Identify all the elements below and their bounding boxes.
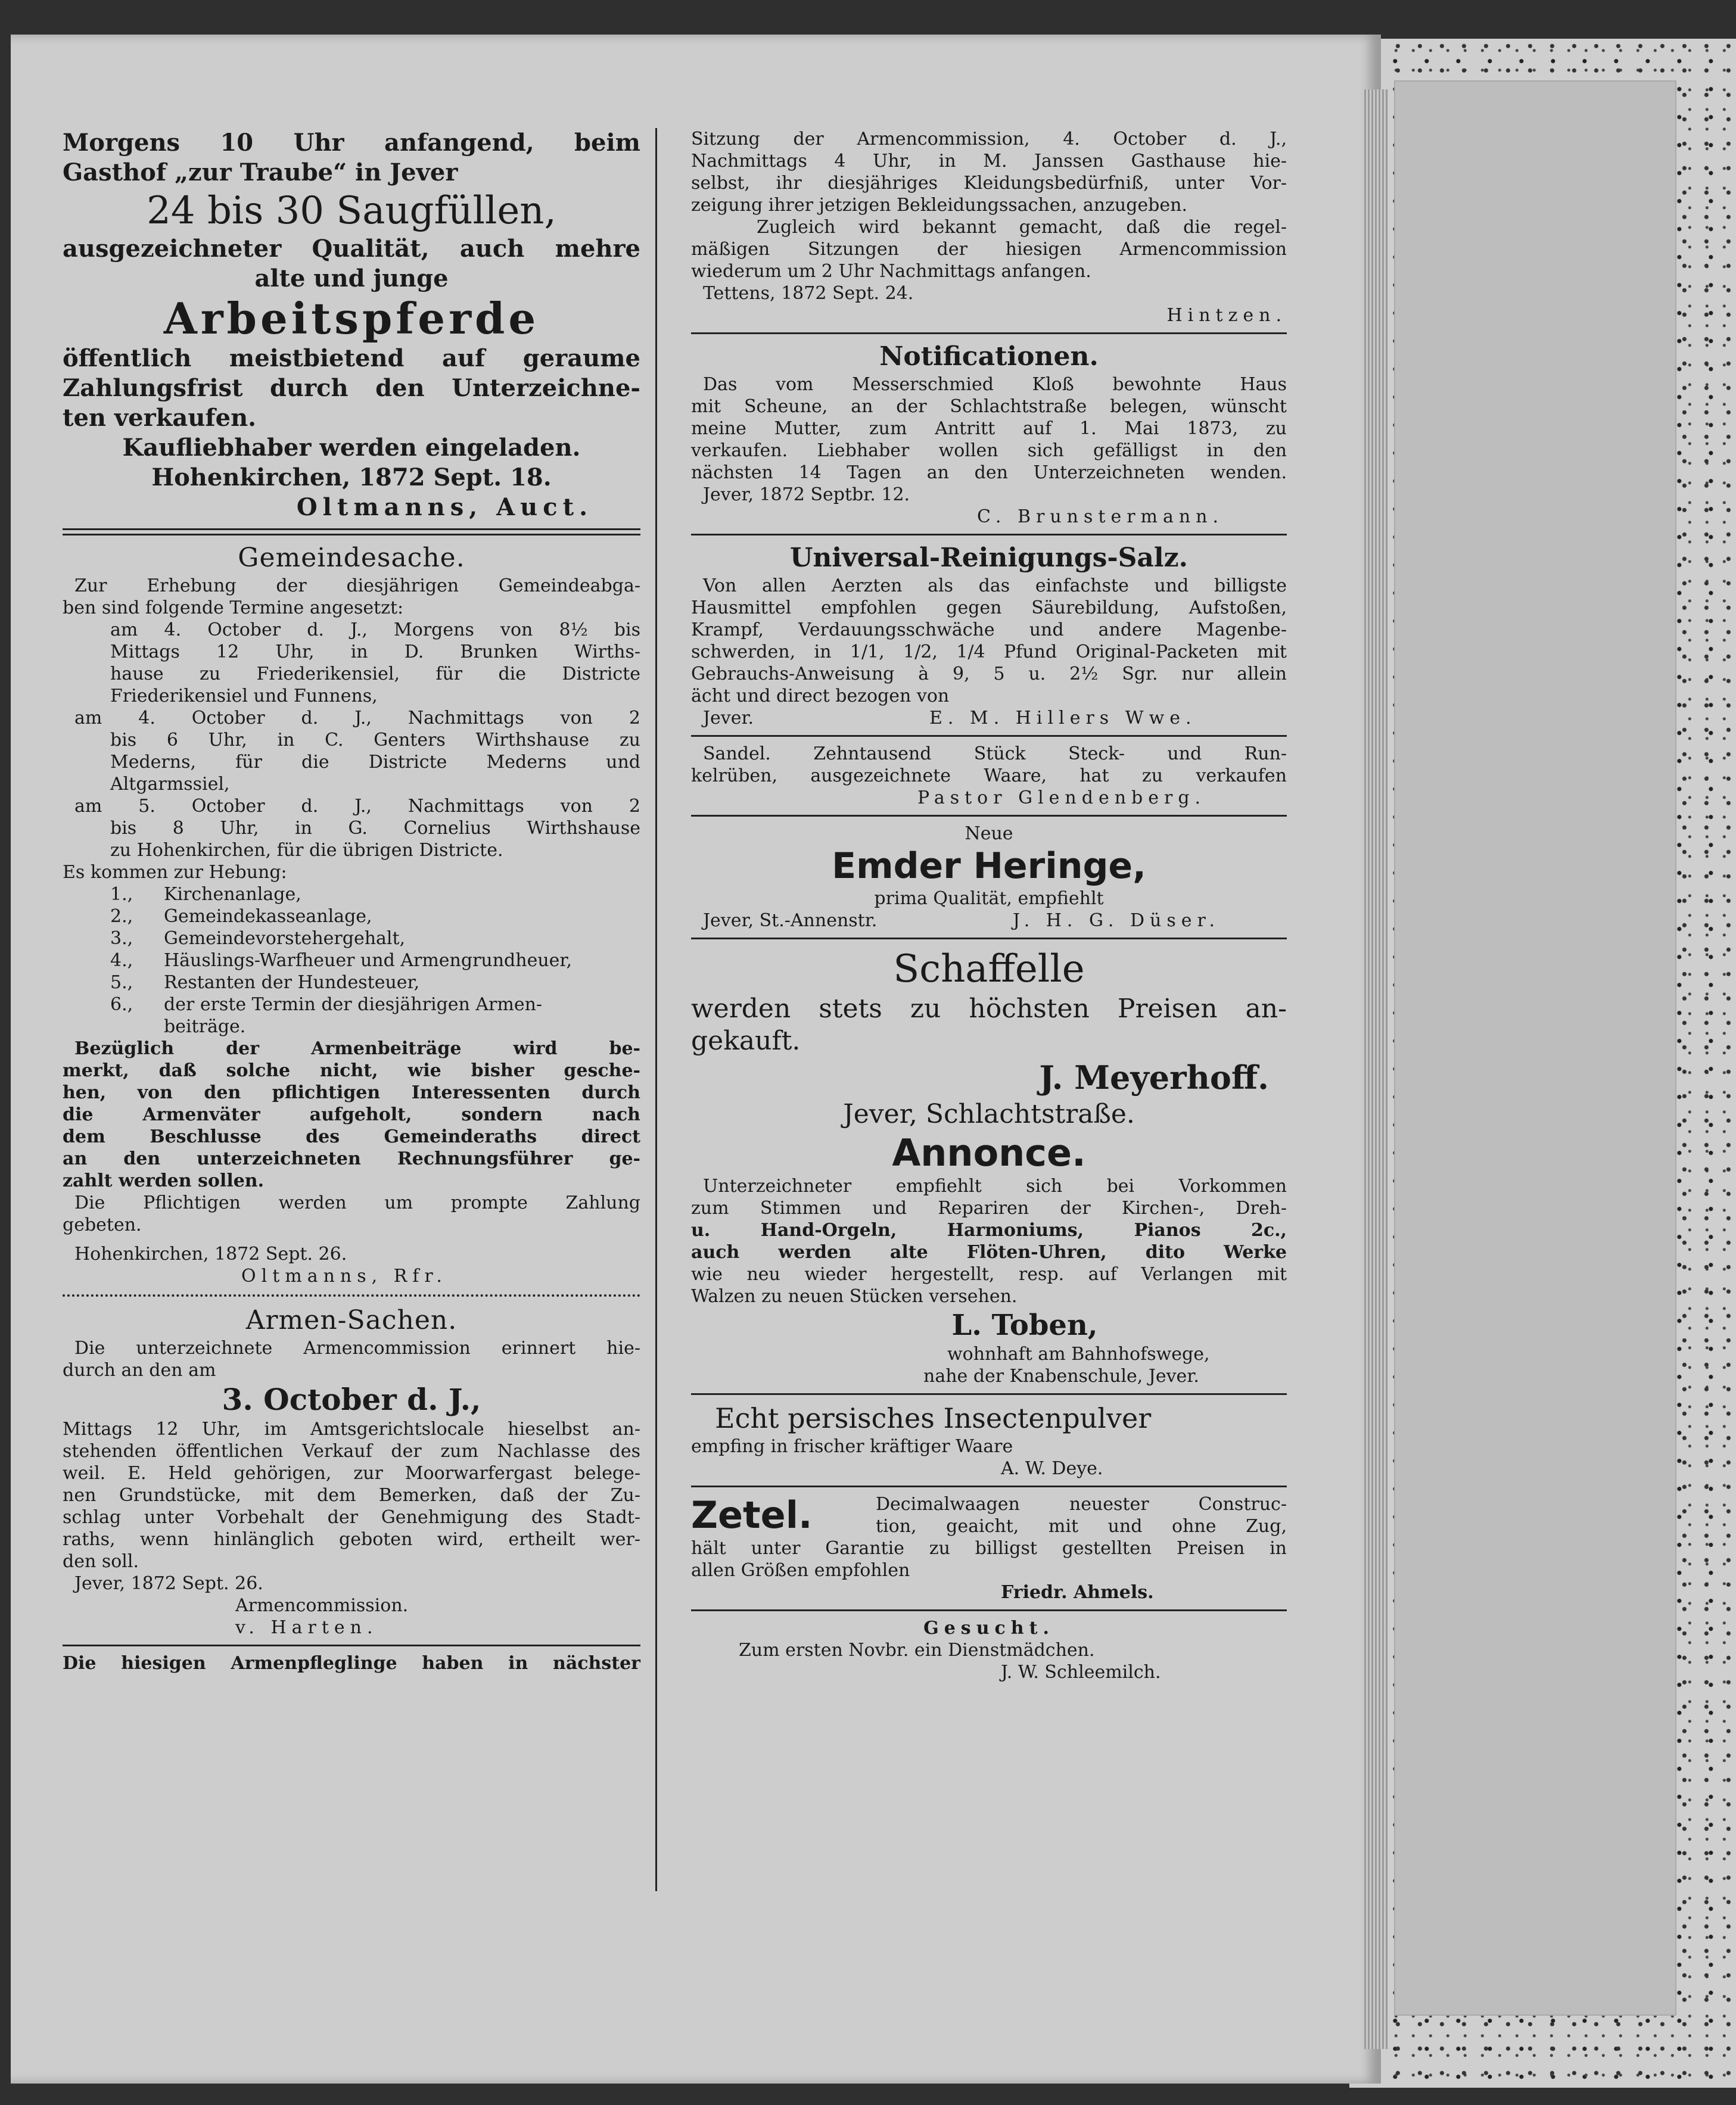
salz-ad bbox=[691, 541, 1287, 729]
text-line: Die unterzeichnete Armencommission erinnert hie- bbox=[74, 1338, 640, 1359]
section-title: Notificationen. bbox=[879, 341, 1099, 372]
text-line: meine Mutter, zum Antritt auf 1. Mai 1873, zu bbox=[691, 418, 1287, 439]
text-line: bis 8 Uhr, in G. Cornelius Wirthshause bbox=[110, 818, 640, 839]
list-text: Restanten der Hundesteuer, bbox=[164, 972, 420, 993]
right-column bbox=[691, 128, 1287, 1683]
section-rule bbox=[691, 332, 1287, 334]
list-item bbox=[63, 927, 640, 949]
section-title: Universal-Reinigungs-Salz. bbox=[790, 543, 1188, 573]
text-line: selbst, ihr diesjähriges Kleidungsbedürfniß, unter Vor- bbox=[691, 173, 1287, 194]
text-line: Mittags 12 Uhr, im Amtsgerichtslocale hieselbst an- bbox=[63, 1419, 640, 1440]
address: Jever, St.-Annenstr. bbox=[703, 910, 878, 931]
ad-headline: 24 bis 30 Saugfüllen, bbox=[147, 189, 556, 233]
list-text: Gemeindevorstehergehalt, bbox=[164, 928, 406, 949]
text-line bbox=[691, 910, 1287, 932]
text-line: den soll. bbox=[63, 1551, 139, 1572]
list-number: 2., bbox=[110, 906, 133, 927]
text-line: am 5. October d. J., Nachmittags von 2 bbox=[74, 796, 640, 817]
text-line: Hausmittel empfohlen gegen Säurebildung, Aufstoßen, bbox=[691, 597, 1287, 618]
text-line: Jever, 1872 Sept. 26. bbox=[74, 1573, 263, 1594]
list-text: der erste Termin der diesjährigen Armen- bbox=[164, 994, 543, 1015]
place: Jever. bbox=[703, 708, 754, 728]
text-line: ächt und direct bezogen von bbox=[691, 686, 950, 706]
list-item bbox=[63, 971, 640, 994]
section-rule bbox=[691, 815, 1287, 817]
signature: L. Toben, bbox=[951, 1309, 1098, 1342]
gemeinde-notice bbox=[63, 541, 640, 1287]
ad-line: Morgens 10 Uhr anfangend, beim bbox=[63, 129, 640, 157]
text-line: Es kommen zur Hebung: bbox=[63, 862, 287, 883]
text-line: Von allen Aerzten als das einfachste und billigste bbox=[703, 575, 1287, 596]
signature: E. M. Hillers Wwe. bbox=[929, 708, 1197, 728]
signature: A. W. Deye. bbox=[1001, 1458, 1103, 1479]
text-line: auch werden alte Flöten-Uhren, dito Werke bbox=[691, 1242, 1287, 1263]
list-text: Häuslings-Warfheuer und Armengrundheuer, bbox=[164, 950, 572, 971]
text-line: gekauft. bbox=[691, 1026, 801, 1056]
text-line: durch an den am bbox=[63, 1360, 216, 1381]
signature: Hintzen. bbox=[1166, 305, 1287, 326]
text-line: Walzen zu neuen Stücken versehen. bbox=[691, 1286, 1018, 1307]
ad-line: alte und junge bbox=[254, 264, 449, 292]
section-title: Armen-Sachen. bbox=[245, 1305, 458, 1335]
book-cover-panel bbox=[1394, 80, 1676, 2016]
ad-line: Kaufliebhaber werden eingeladen. bbox=[122, 434, 581, 462]
schaffelle-ad bbox=[691, 945, 1287, 1131]
text-line: Friederikensiel und Funnens, bbox=[110, 686, 378, 706]
text-line: kelrüben, ausgezeichnete Waare, hat zu verkaufen bbox=[691, 765, 1287, 786]
text-line: Krampf, Verdauungsschwäche und andere Magenbe- bbox=[691, 619, 1287, 640]
text-line: dem Beschlusse des Gemeinderaths direct bbox=[63, 1126, 640, 1147]
zetel-header bbox=[691, 1493, 1287, 1537]
text-line: Armencommission. bbox=[235, 1595, 409, 1616]
section-title: Gesucht. bbox=[923, 1618, 1054, 1639]
text-line: hen, von den pflichtigen Interessenten durch bbox=[63, 1082, 640, 1103]
text-line: merkt, daß solche nicht, wie bisher gesche- bbox=[63, 1060, 640, 1081]
section-rule bbox=[691, 1609, 1287, 1611]
signature: v. Harten. bbox=[235, 1617, 378, 1638]
section-title: Annonce. bbox=[892, 1131, 1086, 1175]
ad-display-title: Arbeitspferde bbox=[163, 293, 540, 344]
place-headline: Zetel. bbox=[691, 1493, 813, 1537]
signature: J. W. Schleemilch. bbox=[1001, 1662, 1161, 1683]
notification-notice bbox=[691, 340, 1287, 528]
text-line: stehenden öffentlichen Verkauf der zum Nachlasse des bbox=[63, 1441, 640, 1462]
text-line: werden stets zu höchsten Preisen an- bbox=[691, 994, 1287, 1024]
list-number: 3., bbox=[110, 928, 133, 949]
text-line: wie neu wieder hergestellt, resp. auf Verlangen mit bbox=[691, 1264, 1287, 1285]
signature: Oltmanns, Rfr. bbox=[241, 1266, 447, 1287]
gesucht-ad bbox=[691, 1617, 1287, 1683]
text-line: Gebrauchs-Anweisung à 9, 5 u. 2½ Sgr. nur allein bbox=[691, 664, 1287, 684]
list-number: 1., bbox=[110, 884, 133, 905]
text-line: u. Hand-Orgeln, Harmoniums, Pianos 2c., bbox=[691, 1220, 1287, 1241]
text-line: nen Grundstücke, mit dem Bemerken, daß der Zu- bbox=[63, 1485, 640, 1506]
list-item bbox=[63, 994, 640, 1016]
ad-headline: Schaffelle bbox=[893, 947, 1085, 991]
sitzung-notice bbox=[691, 128, 1287, 326]
text-line: Tettens, 1872 Sept. 24. bbox=[703, 283, 914, 304]
text-line: prima Qualität, empfiehlt bbox=[874, 888, 1104, 909]
text-line bbox=[691, 707, 1287, 729]
annonce-ad bbox=[691, 1131, 1287, 1387]
text-line: gebeten. bbox=[63, 1215, 142, 1235]
armen-notice bbox=[63, 1304, 640, 1639]
text-line: Hohenkirchen, 1872 Sept. 26. bbox=[74, 1244, 347, 1265]
section-title: Echt persisches Insectenpulver bbox=[715, 1402, 1152, 1434]
text-line: Zugleich wird bekannt gemacht, daß die regel- bbox=[757, 217, 1287, 238]
list-text: Gemeindekasseanlage, bbox=[164, 906, 372, 927]
section-rule bbox=[691, 938, 1287, 939]
zetel-ad bbox=[691, 1493, 1287, 1603]
list-text: Kirchenanlage, bbox=[164, 884, 301, 905]
text-line: Sitzung der Armencommission, 4. October d. J., bbox=[691, 129, 1287, 150]
list-number: 4., bbox=[110, 950, 133, 971]
text-line: zu Hohenkirchen, für die übrigen Districte. bbox=[110, 840, 503, 861]
ad-signature: Oltmanns, Auct. bbox=[296, 493, 593, 521]
column-divider bbox=[655, 128, 657, 1891]
text-line: Das vom Messerschmied Kloß bewohnte Haus bbox=[703, 374, 1287, 395]
section-title: Gemeindesache. bbox=[238, 543, 465, 573]
text-line: Neue bbox=[965, 823, 1013, 844]
text-line: hause zu Friederikensiel, für die Districte bbox=[110, 664, 640, 684]
text-line: nächsten 14 Tagen an den Unterzeichneten wenden. bbox=[691, 462, 1287, 483]
text-line: zahlt werden sollen. bbox=[63, 1170, 265, 1191]
signature: J. Meyerhoff. bbox=[1039, 1058, 1269, 1097]
text-line: tion, geaicht, mit und ohne Zug, bbox=[876, 1516, 1287, 1537]
text-line: Unterzeichneter empfiehlt sich bei Vorkommen bbox=[703, 1176, 1287, 1197]
signature: Friedr. Ahmels. bbox=[1001, 1582, 1154, 1603]
zetel-lines bbox=[876, 1493, 1287, 1537]
insect-powder-ad bbox=[691, 1401, 1287, 1480]
text-line: am 4. October d. J., Nachmittags von 2 bbox=[74, 708, 640, 728]
text-line: Sandel. Zehntausend Stück Steck- und Run- bbox=[703, 743, 1287, 764]
text-line: nahe der Knabenschule, Jever. bbox=[923, 1366, 1199, 1387]
text-line: wiederum um 2 Uhr Nachmittags anfangen. bbox=[691, 261, 1091, 282]
text-line: Altgarmssiel, bbox=[110, 774, 230, 795]
ad-line: ten verkaufen. bbox=[63, 404, 257, 432]
date-headline: 3. October d. J., bbox=[222, 1382, 481, 1417]
list-item bbox=[63, 883, 640, 905]
text-line: hält unter Garantie zu billigst gestellten Preisen in bbox=[691, 1538, 1287, 1559]
text-line: Zum ersten Novbr. ein Dienstmädchen. bbox=[739, 1640, 1095, 1661]
signature: J. H. G. Düser. bbox=[1013, 910, 1221, 931]
sandel-ad bbox=[691, 743, 1287, 809]
text-line: Decimalwaagen neuester Construc- bbox=[876, 1494, 1287, 1515]
text-line: raths, wenn hinlänglich geboten wird, ertheilt wer- bbox=[63, 1529, 640, 1550]
list-item bbox=[63, 949, 640, 971]
section-rule bbox=[691, 534, 1287, 535]
horse-sale-ad bbox=[63, 128, 640, 522]
text-line: an den unterzeichneten Rechnungsführer ge- bbox=[63, 1148, 640, 1169]
text-line: Jever, 1872 Septbr. 12. bbox=[703, 484, 910, 505]
ad-line: Hohenkirchen, 1872 Sept. 18. bbox=[151, 463, 552, 491]
signature: Pastor Glendenberg. bbox=[917, 787, 1206, 808]
ad-line: ausgezeichneter Qualität, auch mehre bbox=[63, 235, 640, 263]
text-line: Nachmittags 4 Uhr, in M. Janssen Gasthause hie- bbox=[691, 151, 1287, 172]
text-line: schwerden, in 1/1, 1/2, 1/4 Pfund Original-Packeten mit bbox=[691, 642, 1287, 662]
text-line: Die hiesigen Armenpfleglinge haben in nächster bbox=[63, 1653, 640, 1674]
address: Jever, Schlachtstraße. bbox=[843, 1099, 1135, 1129]
text-line: zum Stimmen und Repariren der Kirchen-, Dreh- bbox=[691, 1198, 1287, 1219]
text-line: Bezüglich der Armenbeiträge wird be- bbox=[74, 1038, 640, 1059]
list-number: 6., bbox=[110, 994, 133, 1015]
section-rule bbox=[691, 1393, 1287, 1395]
text-line: bis 6 Uhr, in C. Genters Wirthshause zu bbox=[110, 730, 640, 751]
section-rule bbox=[691, 735, 1287, 737]
section-rule bbox=[63, 1645, 640, 1646]
text-line: wohnhaft am Bahnhofswege, bbox=[947, 1344, 1210, 1365]
text-line: mit Scheune, an der Schlachtstraße belegen, wünscht bbox=[691, 396, 1287, 417]
list-item bbox=[63, 905, 640, 927]
heringe-ad bbox=[691, 823, 1287, 932]
text-line: am 4. October d. J., Morgens von 8½ bis bbox=[110, 619, 640, 640]
ad-line: öffentlich meistbietend auf geraume bbox=[63, 344, 640, 372]
text-line: schlag unter Vorbehalt der Genehmigung des Stadt- bbox=[63, 1507, 640, 1528]
ad-line: Zahlungsfrist durch den Unterzeichne- bbox=[63, 374, 640, 402]
page-stack-edge bbox=[1364, 89, 1388, 2049]
text-line: Zur Erhebung der diesjährigen Gemeindeabga- bbox=[74, 575, 640, 596]
signature: C. Brunstermann. bbox=[977, 506, 1224, 527]
section-rule bbox=[63, 1294, 640, 1297]
text-line: allen Größen empfohlen bbox=[691, 1560, 910, 1581]
text-line: beiträge. bbox=[164, 1016, 246, 1037]
text-line: empfing in frischer kräftiger Waare bbox=[691, 1436, 1013, 1457]
text-line: Die Pflichtigen werden um prompte Zahlung bbox=[74, 1192, 640, 1213]
list-number: 5., bbox=[110, 972, 133, 993]
text-line: die Armenväter aufgeholt, sondern nach bbox=[63, 1104, 640, 1125]
text-line: mäßigen Sitzungen der hiesigen Armencommission bbox=[691, 239, 1287, 260]
text-line: zeigung ihrer jetzigen Bekleidungssachen, anzugeben. bbox=[691, 195, 1187, 216]
text-line: weil. E. Held gehörigen, zur Moorwarfergast belege- bbox=[63, 1463, 640, 1484]
ad-headline: Emder Heringe, bbox=[832, 845, 1146, 887]
text-line: Mederns, für die Districte Mederns und bbox=[110, 752, 640, 773]
section-rule bbox=[63, 528, 640, 535]
text-line: verkaufen. Liebhaber wollen sich gefälligst in den bbox=[691, 440, 1287, 461]
left-column bbox=[63, 128, 640, 1674]
text-line: Mittags 12 Uhr, in D. Brunken Wirths- bbox=[110, 642, 640, 662]
ad-line: Gasthof „zur Traube“ in Jever bbox=[63, 158, 458, 186]
text-line: ben sind folgende Termine angesetzt: bbox=[63, 597, 404, 618]
section-rule bbox=[691, 1486, 1287, 1487]
